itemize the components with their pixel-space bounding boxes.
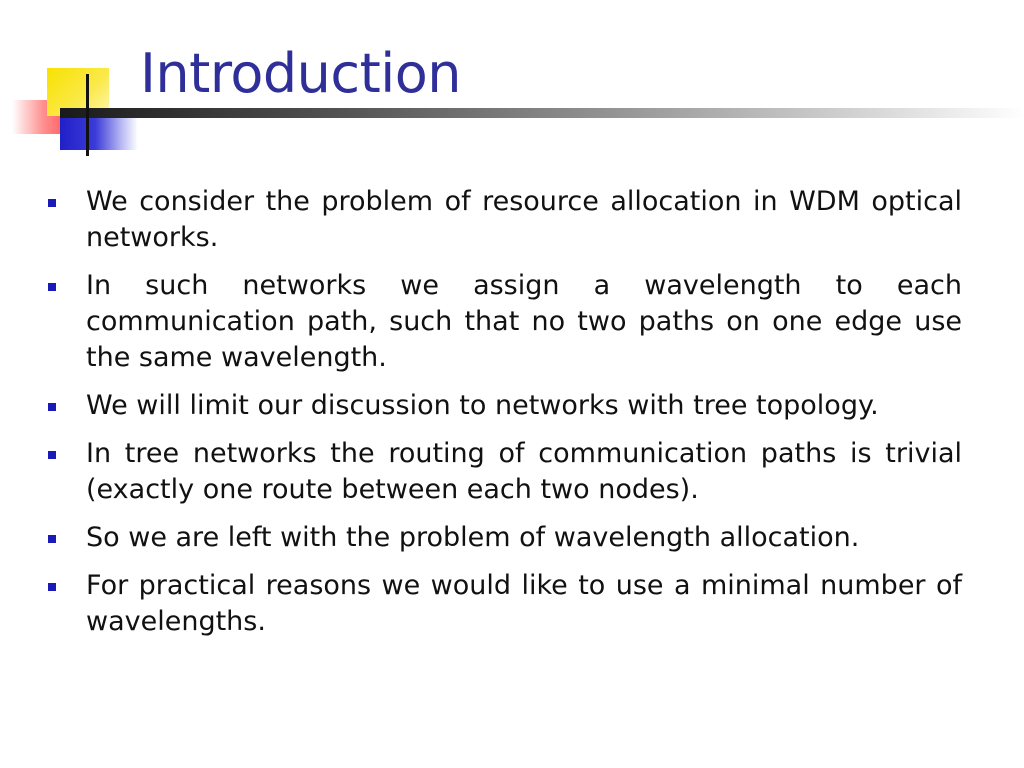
square-bullet-icon	[48, 283, 56, 291]
logo-vertical-line	[86, 74, 89, 156]
bullet-text: We consider the problem of resource allocation in WDM optical networks.	[86, 186, 962, 253]
bullet-item	[46, 268, 962, 376]
bullet-text: In such networks we assign a wavelength to each communication path, such that no two paths on one edge use the same wavelength.	[86, 270, 962, 373]
bullet-text: We will limit our discussion to networks with tree topology.	[86, 390, 879, 421]
title-underline-bar	[60, 108, 1024, 118]
bullet-text: For practical reasons we would like to use a minimal number of wavelengths.	[86, 570, 962, 637]
bullet-item	[46, 436, 962, 508]
bullet-item	[46, 568, 962, 640]
bullet-item	[46, 184, 962, 256]
bullet-item	[46, 388, 962, 424]
square-bullet-icon	[48, 451, 56, 459]
bullet-list	[46, 184, 962, 652]
square-bullet-icon	[48, 583, 56, 591]
square-bullet-icon	[48, 199, 56, 207]
bullet-item	[46, 520, 962, 556]
bullet-text: So we are left with the problem of wavelength allocation.	[86, 522, 860, 553]
slide-title: Introduction	[140, 42, 462, 105]
bullet-text: In tree networks the routing of communication paths is trivial (exactly one route between each two nodes).	[86, 438, 962, 505]
square-bullet-icon	[48, 535, 56, 543]
square-bullet-icon	[48, 403, 56, 411]
logo-blue-block	[60, 118, 138, 150]
